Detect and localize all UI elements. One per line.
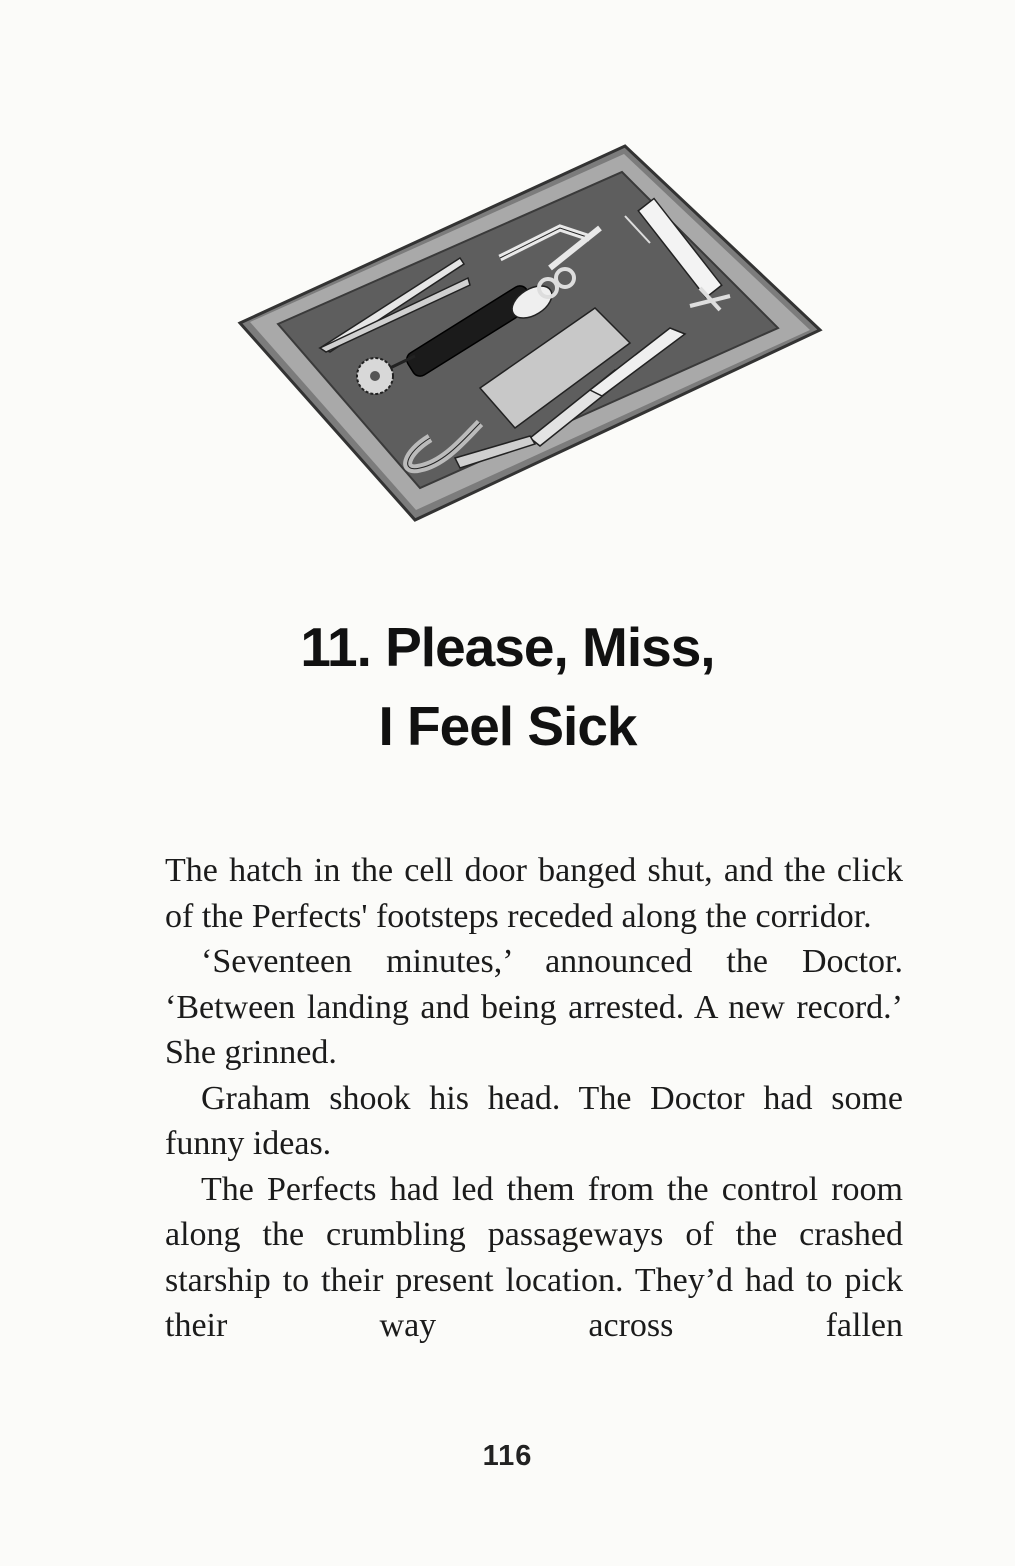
paragraph: The Perfects had led them from the control room along the crumbling passageways of the crashed starship to their present location. They’d had to pick their way across fallen: [165, 1170, 903, 1344]
paragraph: The hatch in the cell door banged shut, and the click of the Perfects' footsteps receded along the corridor.: [165, 852, 903, 935]
paragraph: Graham shook his head. The Doctor had some funny ideas.: [165, 1079, 903, 1162]
body-text: [165, 848, 903, 1349]
chapter-title: [0, 608, 1015, 766]
paragraph: ‘Seventeen minutes,’ announced the Doctor. ‘Between landing and being arrested. A new record.’ She grinned.: [165, 943, 903, 1071]
page-number: 116: [482, 1440, 533, 1472]
surgical-instrument-tray-icon: [230, 138, 830, 530]
chapter-title-line-1: 11. Please, Miss,: [300, 616, 715, 678]
chapter-title-line-2: I Feel Sick: [378, 695, 637, 757]
